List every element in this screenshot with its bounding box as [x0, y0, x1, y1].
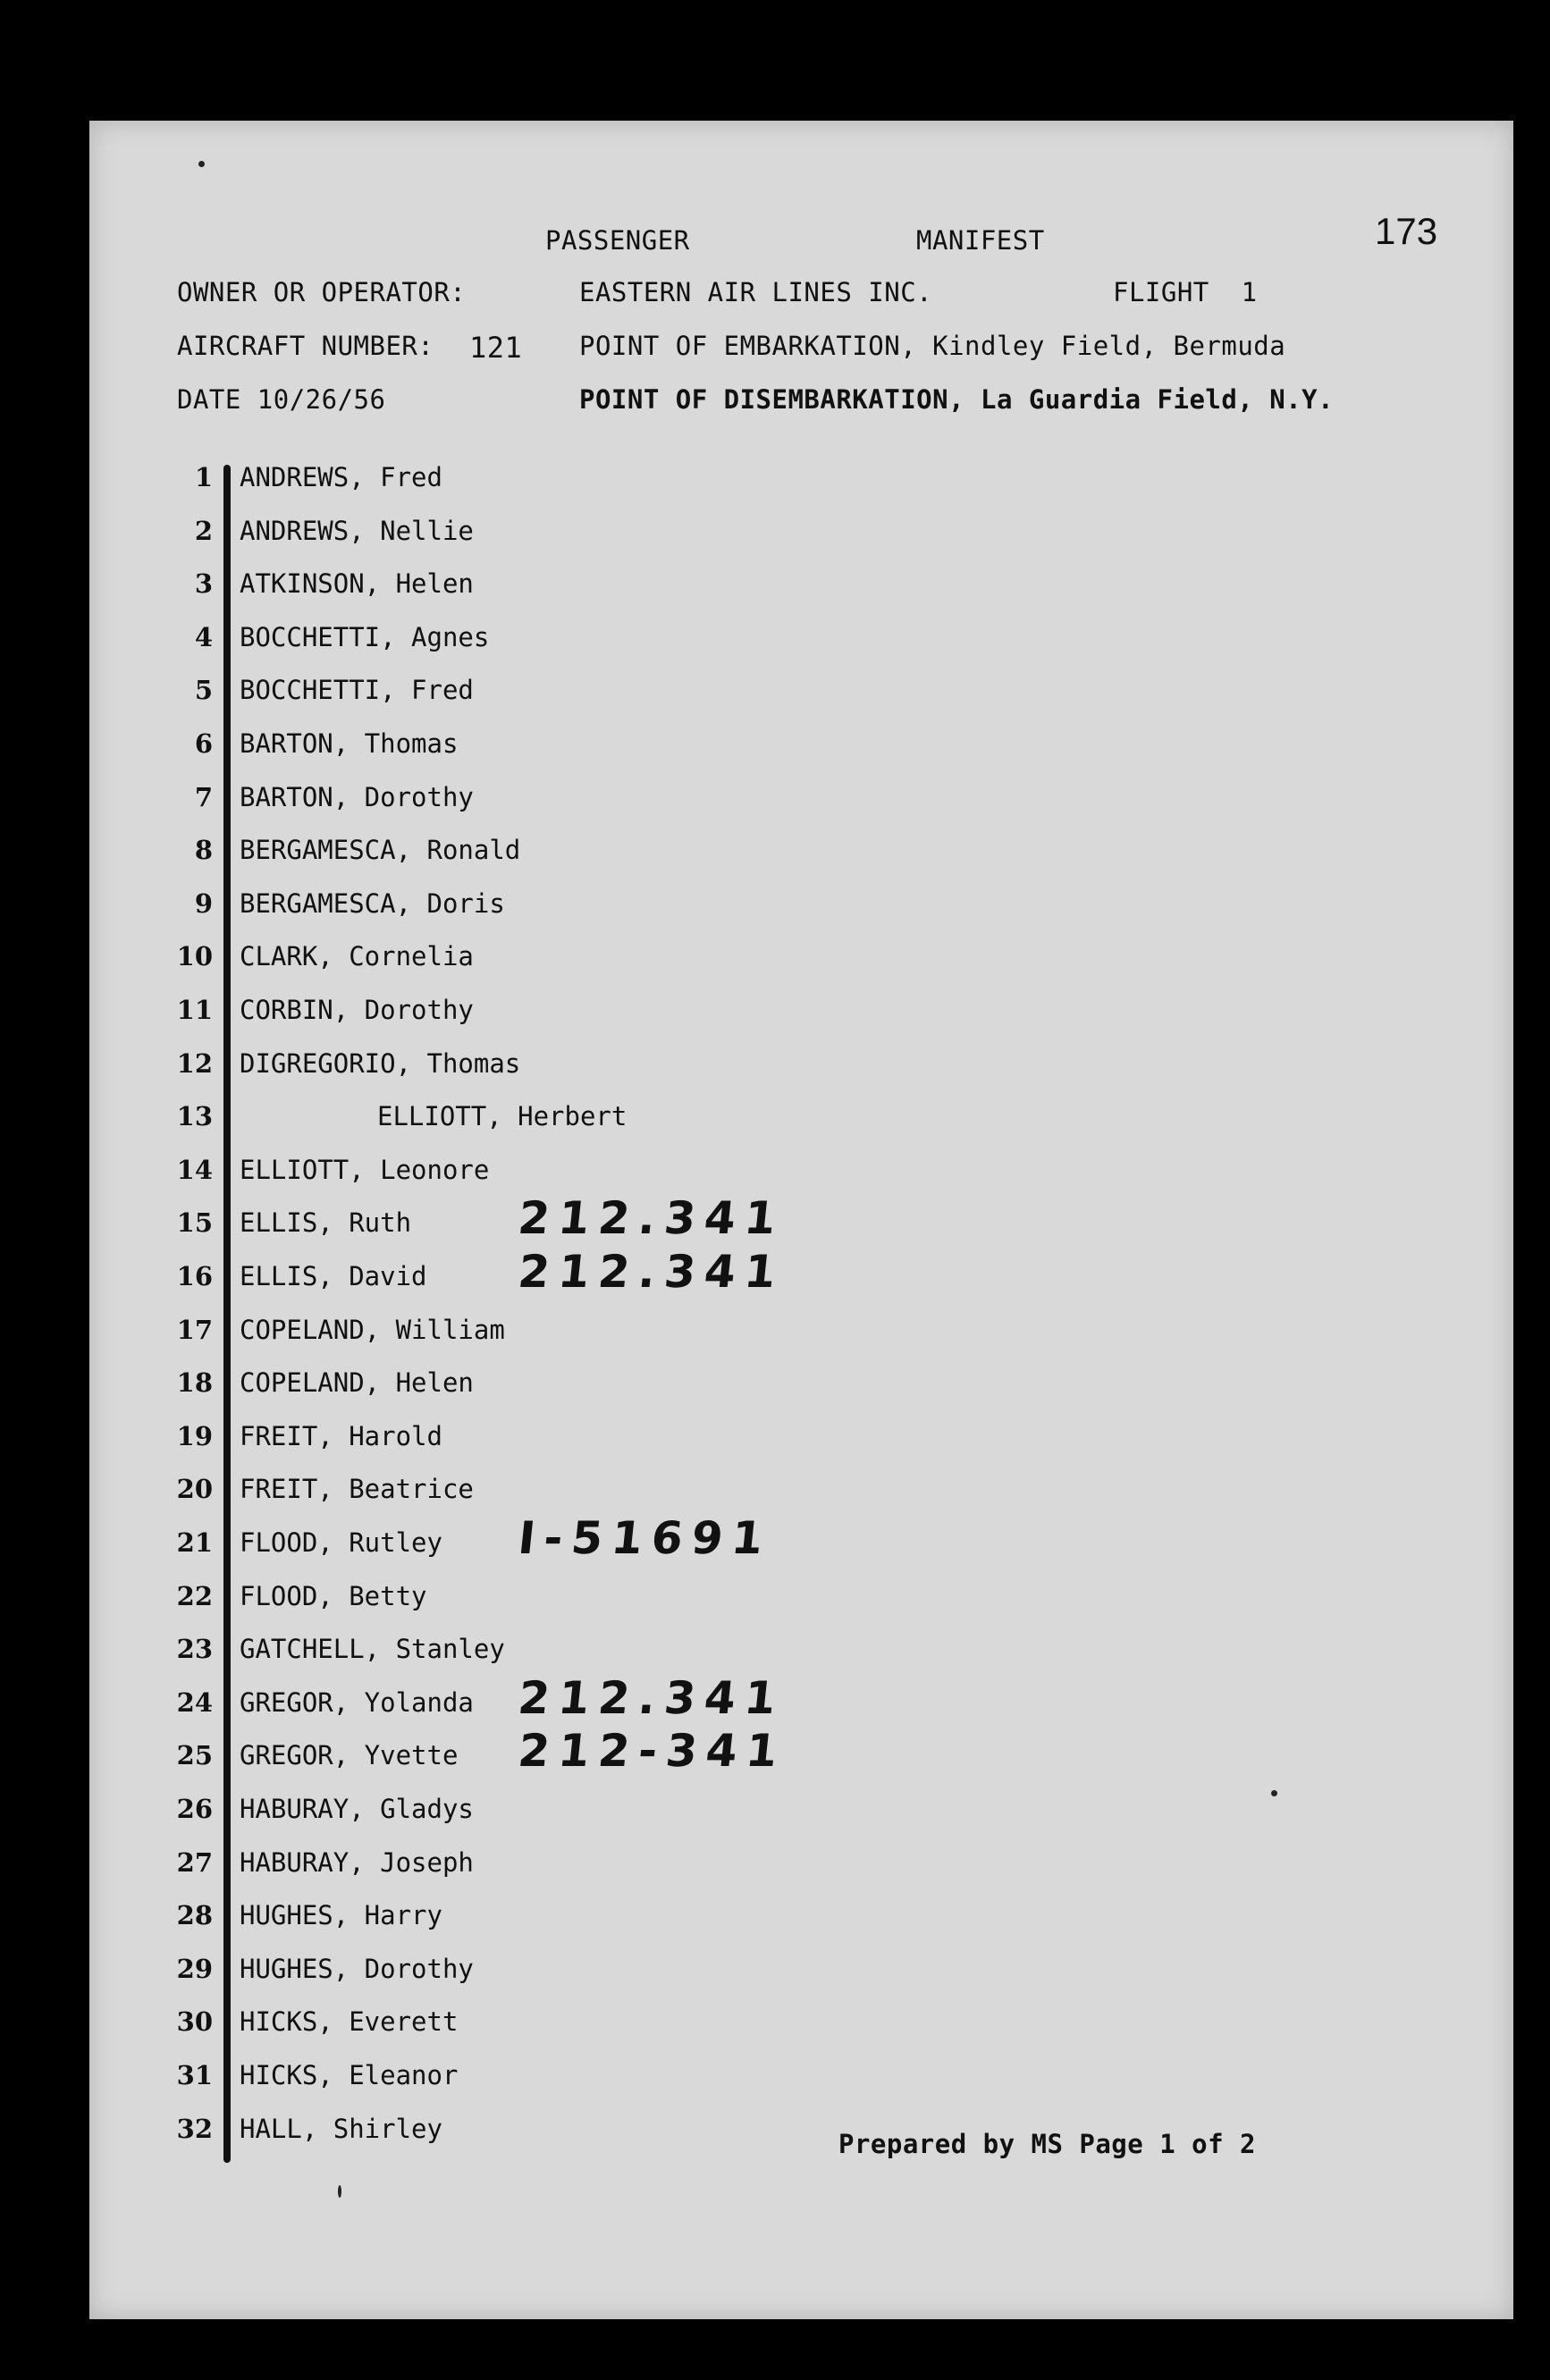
speck: [198, 161, 205, 167]
passenger-name: DIGREGORIO, Thomas: [240, 1048, 521, 1079]
passenger-name: ATKINSON, Helen: [240, 568, 474, 599]
owner-value: EASTERN AIR LINES INC.: [579, 277, 933, 307]
passenger-number: 22: [176, 1581, 213, 1611]
aircraft-value: 121: [469, 331, 523, 365]
passenger-name: BOCCHETTI, Fred: [240, 675, 474, 705]
passenger-number: 24: [176, 1687, 213, 1718]
passenger-name: ELLIS, Ruth: [240, 1207, 412, 1238]
passenger-number: 5: [194, 675, 213, 705]
passenger-name: BERGAMESCA, Ronald: [240, 835, 521, 865]
passenger-name: ELLIS, David: [240, 1261, 427, 1291]
passenger-number: 20: [176, 1474, 213, 1504]
passenger-number: 3: [194, 568, 213, 599]
flight-number: FLIGHT 1: [1113, 277, 1258, 307]
passenger-number: 14: [176, 1155, 213, 1185]
passenger-name: ANDREWS, Nellie: [240, 516, 474, 546]
passenger-number: 6: [194, 728, 213, 759]
passenger-name: FREIT, Beatrice: [240, 1474, 474, 1504]
passenger-name: BOCCHETTI, Agnes: [240, 622, 490, 652]
handwritten-annotation: 212-341: [515, 1725, 789, 1777]
title-passenger: PASSENGER: [545, 225, 690, 256]
flight-date: DATE 10/26/56: [177, 384, 386, 415]
handwritten-annotation: 212.341: [515, 1246, 788, 1298]
embarkation-point: POINT OF EMBARKATION, Kindley Field, Bermuda: [579, 331, 1286, 361]
passenger-name: HICKS, Everett: [240, 2006, 459, 2037]
passenger-name: COPELAND, William: [240, 1315, 505, 1345]
passenger-number: 19: [176, 1421, 213, 1451]
passenger-name: FREIT, Harold: [240, 1421, 442, 1451]
passenger-name: FLOOD, Rutley: [240, 1527, 442, 1558]
handwritten-annotation: 212.341: [515, 1192, 788, 1244]
passenger-number: 31: [176, 2060, 213, 2090]
passenger-number: 27: [176, 1847, 213, 1878]
passenger-number: 28: [176, 1900, 213, 1930]
footer-prepared-by: Prepared by MS Page 1 of 2: [838, 2129, 1256, 2159]
passenger-name: CORBIN, Dorothy: [240, 995, 474, 1025]
passenger-name: HUGHES, Dorothy: [240, 1954, 474, 1984]
handwritten-annotation: I-51691: [515, 1512, 775, 1564]
passenger-name: CLARK, Cornelia: [240, 941, 474, 971]
passenger-number: 4: [194, 622, 213, 652]
passenger-name: GATCHELL, Stanley: [240, 1634, 505, 1664]
passenger-number: 30: [176, 2006, 213, 2037]
passenger-number: 21: [176, 1527, 213, 1558]
passenger-number: 8: [194, 835, 213, 865]
passenger-number: 25: [176, 1740, 213, 1770]
passenger-number: 29: [176, 1954, 213, 1984]
owner-label: OWNER OR OPERATOR:: [177, 277, 467, 307]
margin-line: [223, 465, 231, 2163]
passenger-name: ELLIOTT, Herbert: [377, 1101, 628, 1131]
passenger-name: COPELAND, Helen: [240, 1367, 474, 1398]
passenger-name: GREGOR, Yvette: [240, 1740, 459, 1770]
passenger-number: 2: [194, 516, 213, 546]
title-manifest: MANIFEST: [916, 225, 1045, 256]
aircraft-label: AIRCRAFT NUMBER:: [177, 331, 434, 361]
page-number: 173: [1375, 210, 1438, 252]
passenger-number: 10: [176, 941, 213, 971]
handwritten-annotation: 212.341: [515, 1672, 788, 1724]
passenger-name: HALL, Shirley: [240, 2114, 442, 2144]
passenger-number: 9: [194, 888, 213, 919]
passenger-number: 26: [176, 1794, 213, 1824]
passenger-name: BERGAMESCA, Doris: [240, 888, 505, 919]
passenger-number: 13: [176, 1101, 213, 1131]
passenger-number: 16: [176, 1261, 213, 1291]
speck: [338, 2185, 341, 2198]
manifest-page: [89, 121, 1513, 2319]
passenger-name: GREGOR, Yolanda: [240, 1687, 474, 1718]
passenger-name: FLOOD, Betty: [240, 1581, 427, 1611]
passenger-number: 15: [176, 1207, 213, 1238]
passenger-number: 32: [176, 2114, 213, 2144]
disembarkation-point: POINT OF DISEMBARKATION, La Guardia Field, N.Y.: [579, 384, 1335, 415]
speck: [1271, 1790, 1277, 1796]
passenger-name: HICKS, Eleanor: [240, 2060, 459, 2090]
passenger-number: 12: [176, 1048, 213, 1079]
passenger-name: ELLIOTT, Leonore: [240, 1155, 490, 1185]
passenger-number: 18: [176, 1367, 213, 1398]
passenger-name: HUGHES, Harry: [240, 1900, 442, 1930]
passenger-number: 17: [176, 1315, 213, 1345]
passenger-name: BARTON, Thomas: [240, 728, 459, 759]
passenger-name: BARTON, Dorothy: [240, 782, 474, 812]
passenger-name: ANDREWS, Fred: [240, 462, 442, 492]
passenger-number: 1: [194, 462, 213, 492]
passenger-name: HABURAY, Joseph: [240, 1847, 474, 1878]
passenger-number: 23: [176, 1634, 213, 1664]
passenger-name: HABURAY, Gladys: [240, 1794, 474, 1824]
passenger-number: 11: [176, 995, 213, 1025]
passenger-number: 7: [194, 782, 213, 812]
